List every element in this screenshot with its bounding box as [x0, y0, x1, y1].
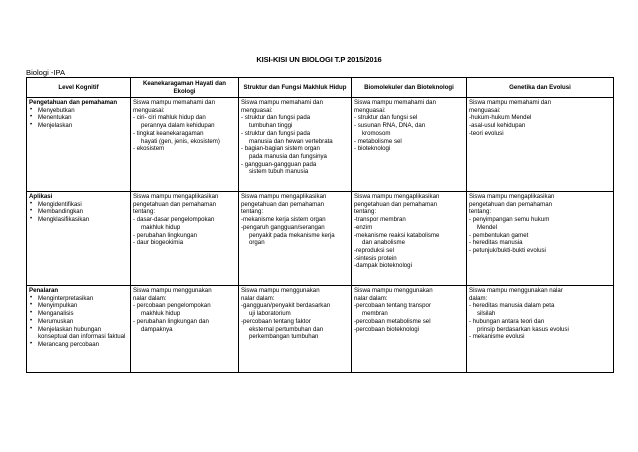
cell-line: makhluk hidup [141, 310, 181, 318]
table-row [27, 286, 614, 373]
cell-line: - perubahan lingkungan dan [133, 317, 209, 325]
level-item: • Membandingkan [38, 208, 128, 216]
level-cell [27, 192, 131, 286]
cell-line: - ekosistem [133, 145, 165, 153]
content-cell-c3 [352, 98, 467, 192]
document-subtitle: Biologi -IPA [26, 68, 66, 77]
cell-line: menguasai: [354, 106, 386, 114]
content-cell-c3 [352, 192, 467, 286]
content-cell-c4 [467, 286, 614, 373]
cell-line: -sintesis protein [354, 254, 397, 262]
level-item: • Menjelaskan hubungan konseptual dan informasi faktual [38, 326, 128, 341]
cell-line: nalar dalam: [241, 294, 275, 302]
cell-line: eksternal pertumbuhan dan [249, 325, 324, 333]
cell-line: Siswa mampu menggunakan [354, 287, 433, 294]
level-list [29, 201, 128, 224]
cell-line: penyakit pada mekanisme kerja [249, 231, 335, 239]
cell-line: pada manusia dan fungsinya [249, 152, 327, 160]
content-cell-c4 [467, 192, 614, 286]
cell-line: Siswa mampu menggunakan [133, 287, 212, 294]
cell-line: perkembangan tumbuhan [249, 333, 319, 341]
cell-line: tumbuhan tinggi [249, 122, 293, 130]
cell-line: -percobaan tentang faktor [241, 317, 311, 325]
content-cell-c3 [352, 286, 467, 373]
cell-line: kromosom [362, 129, 391, 137]
content-cell-c1 [131, 98, 239, 192]
table-row [27, 192, 614, 286]
cell-line: -percobaan tentang transpor [354, 302, 431, 310]
cell-line: - hereditas manusia dalam peta [469, 302, 555, 310]
cell-line: Siswa mampu mengaplikasikan [354, 193, 440, 200]
cell-line: tentang: [469, 208, 492, 216]
cell-line: uji laboratorium [249, 310, 291, 318]
cell-line: - struktur dan fungsi pada [241, 129, 311, 137]
cell-line: -transpor membran [354, 216, 406, 224]
cell-line: dalam: [469, 294, 488, 302]
header-struktur-fungsi: Struktur dan Fungsi Makhluk Hidup [239, 78, 352, 98]
cell-line: pengetahuan dan pemahaman [133, 200, 217, 208]
table-row [27, 98, 614, 192]
cell-line: - ciri- ciri mahluk hidup dan [133, 114, 206, 122]
cell-line: - metabolisme sel [354, 137, 402, 145]
cell-line: nalar dalam: [354, 294, 388, 302]
cell-line: Mendel [477, 223, 497, 231]
level-list [29, 107, 128, 130]
cell-line: -asal-usul kehidupan [469, 122, 526, 130]
cell-line: pengetahuan dan pemahaman [241, 200, 325, 208]
content-cell-c4 [467, 98, 614, 192]
cell-line: Siswa mampu menggunakan [241, 287, 320, 294]
cell-line: - pembentukan gamet [469, 231, 529, 239]
cell-line: tentang: [354, 208, 377, 216]
cell-line: -percobaan metabolisme sel [354, 317, 431, 325]
content-cell-c2 [239, 192, 352, 286]
level-item: • Merancang percobaan [38, 341, 128, 349]
cell-line: menguasai: [241, 106, 273, 114]
cell-line: - tingkat keanekaragaman [133, 129, 204, 137]
cell-line: dampaknya [141, 325, 173, 333]
cell-line: -teori evolusi [469, 129, 504, 137]
cell-line: dan anabolisme [362, 239, 406, 247]
grid-table [26, 77, 614, 373]
cell-line: hayati (gen, jenis, ekosistem) [141, 137, 220, 145]
level-item: • Merumuskan [38, 318, 128, 326]
cell-line: organ [249, 239, 265, 247]
cell-line: - daur biogeokimia [133, 239, 184, 247]
cell-line: - susunan RNA, DNA, dan [354, 122, 426, 130]
cell-line: - mekanisme evolusi [469, 333, 525, 341]
cell-line: - bioteknologi [354, 145, 391, 153]
header-keanekaragaman: Keanekaragaman Hayati dan Ekologi [131, 78, 239, 98]
level-cell [27, 286, 131, 373]
cell-line: -percobaan bioteknologi [354, 325, 420, 333]
header-biomolekuler: Biomolekuler dan Bioteknologi [352, 78, 467, 98]
cell-line: - hubungan antara teori dan [469, 317, 545, 325]
cell-line: - petunjuk/bukti-bukti evolusi [469, 246, 546, 254]
cell-line: Siswa mampu memahami dan [133, 99, 215, 106]
level-item: • Menentukan [38, 114, 128, 122]
level-item: • Mengidentifikasi [38, 201, 128, 209]
level-item: • Menyimpulkan [38, 302, 128, 310]
header-genetika-evolusi: Genetika dan Evolusi [467, 78, 614, 98]
document-title: KISI-KISI UN BIOLOGI T.P 2015/2016 [256, 55, 382, 64]
cell-line: Siswa mampu mengaplikasikan [241, 193, 327, 200]
cell-line: -enzim [354, 223, 373, 231]
cell-line: pengetahuan dan pemahaman [354, 200, 438, 208]
cell-line: - bagian-bagian sistem organ [241, 145, 320, 153]
cell-line: membran [362, 310, 388, 318]
content-cell-c2 [239, 98, 352, 192]
cell-line: Siswa mampu memahami dan [354, 99, 436, 106]
table-header-row [27, 78, 614, 98]
level-item: • Menginterpretasikan [38, 295, 128, 303]
cell-line: - dasar-dasar pengelompokan [133, 216, 215, 224]
cell-line: -pengaruh gangguan/serangan [241, 223, 325, 231]
cell-line: manusia dan hewan vertebrata [249, 137, 333, 145]
cell-line: sistem tubuh manusia [249, 168, 309, 176]
level-list [29, 295, 128, 349]
cell-line: Siswa mampu mengaplikasikan [469, 193, 555, 200]
cell-line: pengetahuan dan pemahaman [469, 200, 553, 208]
cell-line: -reproduksi sel [354, 246, 394, 254]
cell-line: Siswa mampu memahami dan [241, 99, 323, 106]
cell-line: - perubahan lingkungan [133, 231, 198, 239]
cell-line: nalar dalam: [133, 294, 167, 302]
cell-line: - struktur dan fungsi pada [241, 114, 311, 122]
cell-line: Siswa mampu mengaplikasikan [133, 193, 219, 200]
cell-line: Siswa mampu menggunakan nalar [469, 287, 563, 294]
level-title: Pengetahuan dan pemahaman [29, 99, 118, 106]
cell-line: - percobaan pengelompokan [133, 302, 211, 310]
cell-line: - penyimpangan semu hukum [469, 216, 550, 224]
header-level-kognitif: Level Kognitif [27, 78, 131, 98]
cell-line: prinsip berdasarkan kasus evolusi [477, 325, 569, 333]
cell-line: -dampak bioteknologi [354, 262, 412, 270]
cell-line: -gangguan/penyakit berdasarkan [241, 302, 331, 310]
level-title: Aplikasi [29, 193, 53, 200]
cell-line: tentang: [133, 208, 156, 216]
level-item: • Mengklasifikasikan [38, 216, 128, 224]
cell-line: - hereditas manusia [469, 239, 523, 247]
cell-line: - struktur dan fungsi sel [354, 114, 418, 122]
content-cell-c1 [131, 192, 239, 286]
cell-line: Siswa mampu memahami dan [469, 99, 551, 106]
cell-line: perannya dalam kehidupan [141, 122, 215, 130]
cell-line: tentang: [241, 208, 264, 216]
level-cell [27, 98, 131, 192]
cell-line: silsilah [477, 310, 496, 318]
content-cell-c1 [131, 286, 239, 373]
level-item: • Menjelaskan [38, 122, 128, 130]
cell-line: menguasai: [133, 106, 165, 114]
cell-line: - gangguan-gangguan pada [241, 160, 317, 168]
cell-line: -mekanisme kerja sistem organ [241, 216, 326, 224]
level-item: • Menganalisis [38, 310, 128, 318]
level-item: • Menyebutkan [38, 107, 128, 115]
cell-line: -hukum-hukum Mendel [469, 114, 532, 122]
cell-line: menguasai: [469, 106, 501, 114]
level-title: Penalaran [29, 287, 59, 294]
cell-line: -mekanisme reaksi katabolisme [354, 231, 440, 239]
cell-line: makhluk hidup [141, 223, 181, 231]
content-cell-c2 [239, 286, 352, 373]
